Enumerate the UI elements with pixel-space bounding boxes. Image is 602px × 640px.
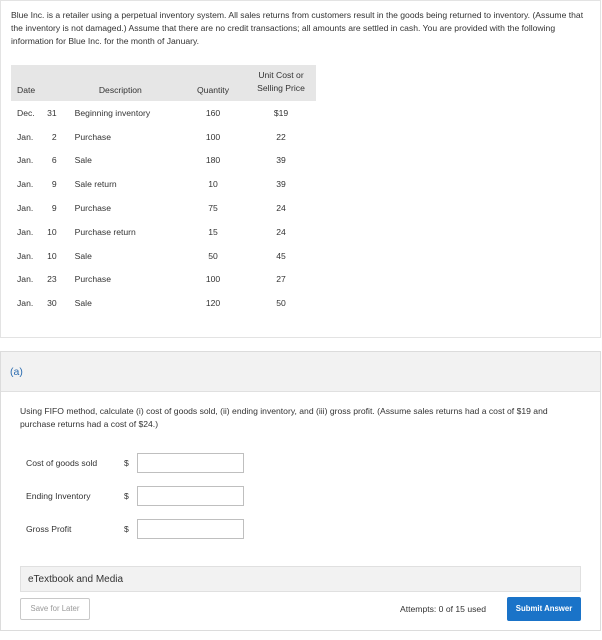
etextbook-media-button[interactable]: eTextbook and Media [20, 566, 581, 592]
row-description: Purchase return [74, 226, 136, 237]
header-unit-cost-line2: Selling Price [257, 83, 305, 93]
row-cost: 45 [276, 250, 286, 261]
row-month: Dec. [17, 107, 35, 118]
table-row [11, 268, 316, 292]
row-day: 2 [51, 131, 57, 142]
row-description: Sale [74, 250, 92, 261]
row-day: 6 [51, 155, 57, 166]
row-description: Sale [74, 155, 92, 166]
table-row [11, 196, 316, 220]
part-a-header [1, 352, 600, 392]
row-cost: $19 [273, 107, 289, 118]
gross-profit-currency: $ [124, 524, 129, 534]
row-month: Jan. [17, 226, 34, 237]
row-description: Purchase [74, 131, 111, 142]
header-description: Description [61, 65, 180, 101]
row-day: 31 [47, 107, 57, 118]
row-month: Jan. [17, 274, 34, 285]
cogs-input[interactable] [137, 453, 244, 473]
row-description: Sale [74, 298, 92, 309]
cogs-currency: $ [124, 458, 129, 468]
question-intro: Blue Inc. is a retailer using a perpetual inventory system. All sales returns from customers result in the goods being returned to inventory. (Assume that the inventory is not damaged.) Assume that there are no credit transactions; all amounts are settled in cash. You are provided with the following information for Blue Inc. for the month of January. [11, 10, 584, 46]
header-quantity: Quantity [180, 65, 246, 101]
row-quantity: 120 [205, 298, 221, 309]
row-month: Jan. [17, 131, 34, 142]
row-cost: 27 [276, 274, 286, 285]
row-description: Beginning inventory [74, 107, 151, 118]
save-for-later-button[interactable]: Save for Later [20, 598, 90, 620]
header-unit-cost-line1: Unit Cost or [258, 70, 304, 80]
row-month: Jan. [17, 203, 34, 214]
row-quantity: 15 [208, 226, 218, 237]
inventory-table [11, 65, 316, 315]
part-a-card [0, 351, 601, 631]
row-month: Jan. [17, 179, 34, 190]
row-quantity: 100 [205, 131, 221, 142]
row-cost: 24 [276, 226, 286, 237]
ending-inventory-label: Ending Inventory [26, 491, 91, 501]
header-unit-cost [246, 65, 316, 101]
row-day: 10 [47, 226, 57, 237]
ending-inventory-currency: $ [124, 491, 129, 501]
part-a-prompt: Using FIFO method, calculate (i) cost of goods sold, (ii) ending inventory, and (iii) gross profit. (Assume sales returns had a cost of $19 and purchase returns had a cost of $24.) [20, 406, 548, 429]
table-row [11, 291, 316, 315]
ending-inventory-input[interactable] [137, 486, 244, 506]
row-month: Jan. [17, 155, 34, 166]
row-cost: 39 [276, 179, 286, 190]
cogs-label: Cost of goods sold [26, 458, 98, 468]
ending-inventory-row [26, 486, 326, 506]
row-quantity: 100 [205, 274, 221, 285]
row-day: 9 [51, 203, 57, 214]
row-description: Purchase [74, 203, 111, 214]
row-cost: 39 [276, 155, 286, 166]
row-day: 10 [47, 250, 57, 261]
row-month: Jan. [17, 298, 34, 309]
gross-profit-row [26, 519, 326, 539]
row-day: 23 [47, 274, 57, 285]
row-description: Purchase [74, 274, 111, 285]
row-quantity: 180 [205, 155, 221, 166]
table-row [11, 244, 316, 268]
row-quantity: 160 [205, 107, 221, 118]
table-row [11, 220, 316, 244]
row-day: 30 [47, 298, 57, 309]
row-cost: 24 [276, 203, 286, 214]
gross-profit-input[interactable] [137, 519, 244, 539]
row-cost: 50 [276, 298, 286, 309]
row-description: Sale return [74, 179, 117, 190]
table-row [11, 125, 316, 149]
row-quantity: 10 [208, 179, 218, 190]
part-label: (a) [10, 366, 23, 378]
table-header-row [11, 65, 316, 101]
cogs-row [26, 453, 326, 473]
table-row [11, 149, 316, 173]
row-quantity: 50 [208, 250, 218, 261]
attempts-counter: Attempts: 0 of 15 used [400, 604, 486, 614]
submit-answer-button[interactable]: Submit Answer [507, 597, 581, 621]
table-row [11, 101, 316, 125]
row-quantity: 75 [208, 203, 218, 214]
gross-profit-label: Gross Profit [26, 524, 72, 534]
header-date: Date [11, 65, 61, 101]
row-cost: 22 [276, 131, 286, 142]
row-day: 9 [51, 179, 57, 190]
row-month: Jan. [17, 250, 34, 261]
table-row [11, 172, 316, 196]
